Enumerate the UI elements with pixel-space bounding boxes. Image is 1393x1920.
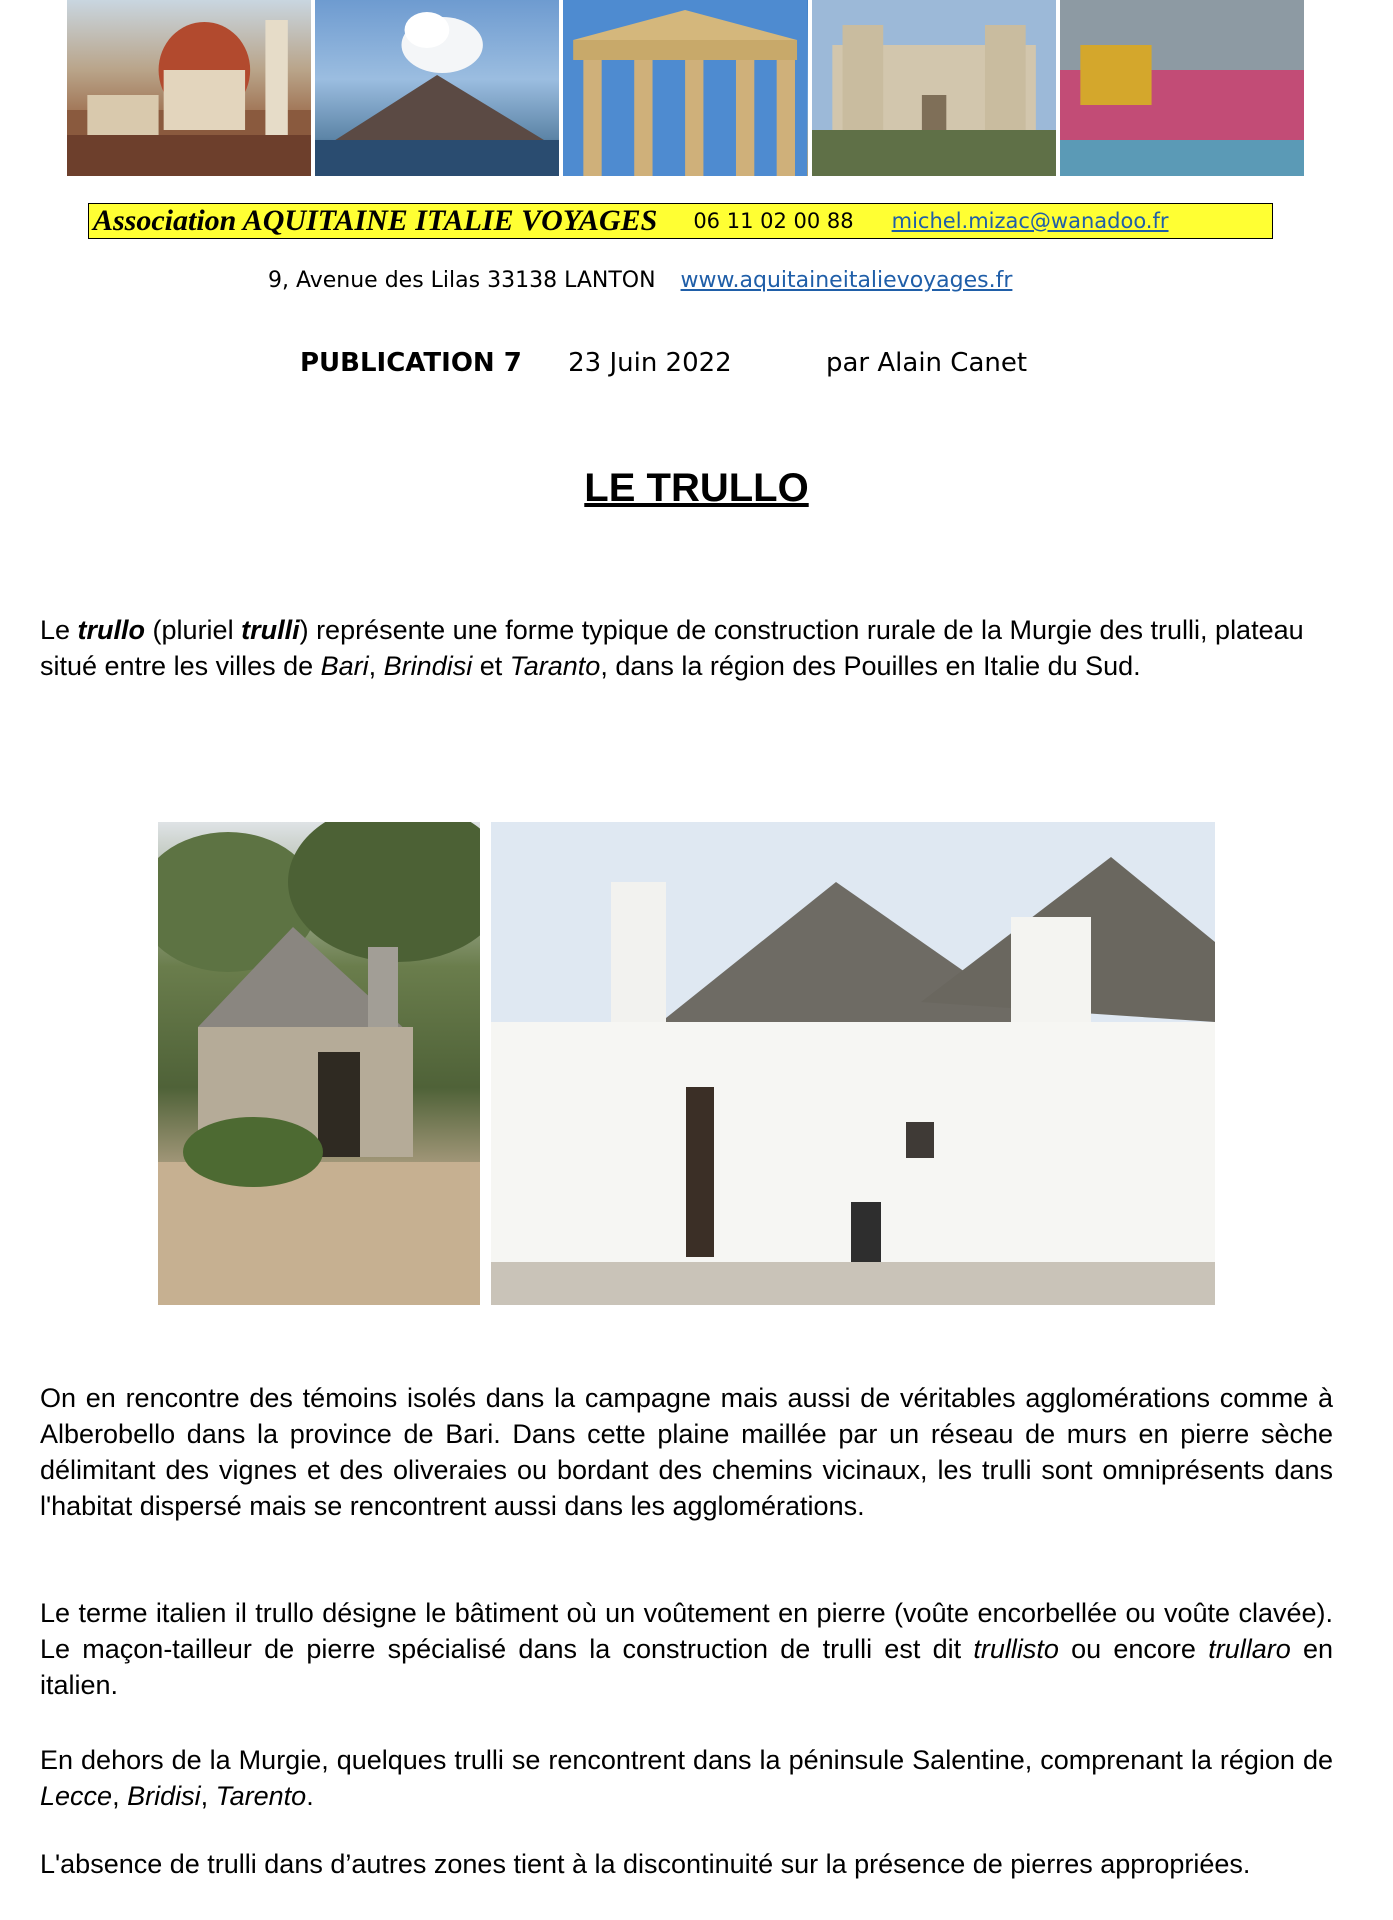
text-run: L'absence de trulli dans d’autres zones tient à la discontinuité sur la présence de pierres appropriées.: [40, 1849, 1251, 1879]
publication-author: par Alain Canet: [826, 348, 1028, 378]
document-title: LE TRULLO: [584, 466, 809, 510]
terminology-paragraph: [40, 1595, 1333, 1703]
greek-temple-photo: [563, 0, 807, 176]
association-name: Association AQUITAINE ITALIE VOYAGES: [93, 204, 658, 237]
text-run: trullisto: [973, 1634, 1059, 1664]
publication-line: [300, 348, 1027, 378]
regatta-photo: [1060, 0, 1304, 176]
publication-date: 23 Juin 2022: [568, 348, 732, 378]
text-run: Lecce: [40, 1781, 113, 1811]
alberobello-trulli-photo: [491, 822, 1215, 1305]
website-link[interactable]: www.aquitaineitalievoyages.fr: [680, 268, 1013, 293]
text-run: Bari: [320, 651, 369, 681]
text-run: Le terme italien il trullo désigne le bâtiment où un voûtement en pierre (voûte encorbellée ou voûte clavée). Le maçon-tailleur de pierre spécialisé dans la construction de trulli est dit: [40, 1598, 1333, 1664]
text-run: Taranto: [509, 651, 601, 681]
volcano-photo: [315, 0, 559, 176]
text-run: ) représente une forme typique de construction rurale de la Murgie des trulli, plateau situé entre les villes de: [40, 615, 1304, 681]
text-run: On en rencontre des témoins isolés dans la campagne mais aussi de véritables agglomérations comme à Alberobello dans la province de Bari. Dans cette plaine maillée par un réseau de murs en pierre sèche délimitant des vignes et des oliveraies ou bordant des chemins vicinaux, les trulli sont omniprésents dans l'habitat dispersé mais se rencontrent aussi dans les agglomérations.: [40, 1383, 1333, 1521]
text-run: Brindisi: [383, 651, 473, 681]
text-run: trulli: [241, 615, 300, 645]
publication-number: PUBLICATION 7: [300, 348, 522, 378]
text-run: Tarento: [215, 1781, 307, 1811]
postal-address: 9, Avenue des Lilas 33138 LANTON: [268, 268, 656, 293]
phone-number: 06 11 02 00 88: [693, 209, 854, 233]
text-run: , dans la région des Pouilles en Italie du Sud.: [600, 651, 1141, 681]
rural-trullo-photo: [158, 822, 480, 1305]
text-run: ou encore: [1058, 1634, 1209, 1664]
text-run: Bridisi: [127, 1781, 201, 1811]
text-run: trullaro: [1208, 1634, 1291, 1664]
text-run: .: [306, 1781, 314, 1811]
text-run: en italien.: [40, 1634, 1333, 1700]
text-run: trullo: [77, 615, 146, 645]
address-line: [268, 268, 1012, 293]
intro-paragraph: [40, 612, 1333, 684]
email-link[interactable]: michel.mizac@wanadoo.fr: [891, 209, 1169, 233]
text-run: (pluriel: [145, 615, 242, 645]
text-run: ,: [112, 1781, 128, 1811]
text-run: En dehors de la Murgie, quelques trulli se rencontrent dans la péninsule Salentine, comprenant la région de: [40, 1745, 1333, 1775]
association-header: [88, 203, 1273, 239]
castle-photo: [812, 0, 1056, 176]
text-run: ,: [368, 651, 384, 681]
text-run: Le: [40, 615, 78, 645]
text-run: et: [472, 651, 510, 681]
absence-paragraph: [40, 1846, 1333, 1882]
photo-banner: [67, 0, 1304, 176]
text-run: ,: [200, 1781, 216, 1811]
salentine-paragraph: [40, 1742, 1333, 1814]
alberobello-paragraph: [40, 1380, 1333, 1524]
florence-duomo-photo: [67, 0, 311, 176]
